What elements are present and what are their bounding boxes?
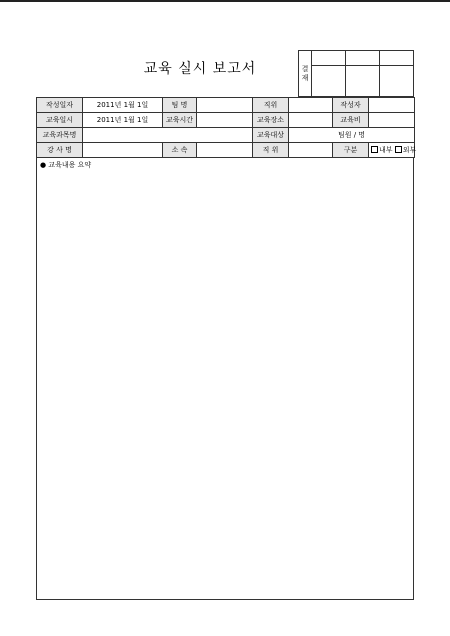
internal-checkbox[interactable] bbox=[371, 146, 378, 153]
position-label: 직위 bbox=[253, 98, 289, 113]
info-table bbox=[36, 97, 415, 158]
approval-cell-head-3 bbox=[380, 51, 414, 66]
approval-label: 결재 bbox=[299, 51, 312, 97]
affiliation-value[interactable] bbox=[197, 143, 253, 158]
external-label: 외부 bbox=[402, 146, 417, 154]
position-value[interactable] bbox=[289, 98, 333, 113]
internal-label: 내부 bbox=[379, 146, 393, 154]
instructor-value[interactable] bbox=[83, 143, 163, 158]
cost-value[interactable] bbox=[369, 113, 415, 128]
category-label: 구분 bbox=[333, 143, 369, 158]
approval-cell-head-1 bbox=[312, 51, 346, 66]
course-name-label: 교육과목명 bbox=[37, 128, 83, 143]
location-value[interactable] bbox=[289, 113, 333, 128]
approval-cell-sign-3[interactable] bbox=[380, 66, 414, 97]
cost-label: 교육비 bbox=[333, 113, 369, 128]
target-label: 교육대상 bbox=[253, 128, 289, 143]
team-value[interactable] bbox=[197, 98, 253, 113]
course-name-value[interactable] bbox=[83, 128, 253, 143]
training-time-label: 교육시간 bbox=[163, 113, 197, 128]
team-label: 팀 명 bbox=[163, 98, 197, 113]
approval-cell-head-2 bbox=[346, 51, 380, 66]
target-value[interactable]: 팀원 / 명 bbox=[289, 128, 415, 143]
instructor-label: 강 사 명 bbox=[37, 143, 83, 158]
training-date-value[interactable]: 2011년 1월 1일 bbox=[83, 113, 163, 128]
location-label: 교육장소 bbox=[253, 113, 289, 128]
author-label: 작성자 bbox=[333, 98, 369, 113]
external-checkbox[interactable] bbox=[395, 146, 402, 153]
table-row-training-date bbox=[37, 113, 415, 128]
approval-cell-sign-1[interactable] bbox=[312, 66, 346, 97]
table-row-course bbox=[37, 128, 415, 143]
approval-cell-sign-2[interactable] bbox=[346, 66, 380, 97]
author-value[interactable] bbox=[369, 98, 415, 113]
top-border-line bbox=[0, 0, 450, 2]
position2-value[interactable] bbox=[289, 143, 333, 158]
summary-title: ● 교육내용 요약 bbox=[40, 161, 92, 169]
author-date-value[interactable]: 2011년 1월 1일 bbox=[83, 98, 163, 113]
table-row-author bbox=[37, 98, 415, 113]
document-title: 교육 실시 보고서 bbox=[143, 61, 257, 77]
affiliation-label: 소 속 bbox=[163, 143, 197, 158]
summary-area[interactable] bbox=[36, 157, 414, 600]
training-date-label: 교육일시 bbox=[37, 113, 83, 128]
category-options bbox=[369, 143, 415, 158]
position2-label: 직 위 bbox=[253, 143, 289, 158]
training-time-value[interactable] bbox=[197, 113, 253, 128]
author-date-label: 작성일자 bbox=[37, 98, 83, 113]
table-row-instructor bbox=[37, 143, 415, 158]
approval-box bbox=[298, 50, 414, 97]
